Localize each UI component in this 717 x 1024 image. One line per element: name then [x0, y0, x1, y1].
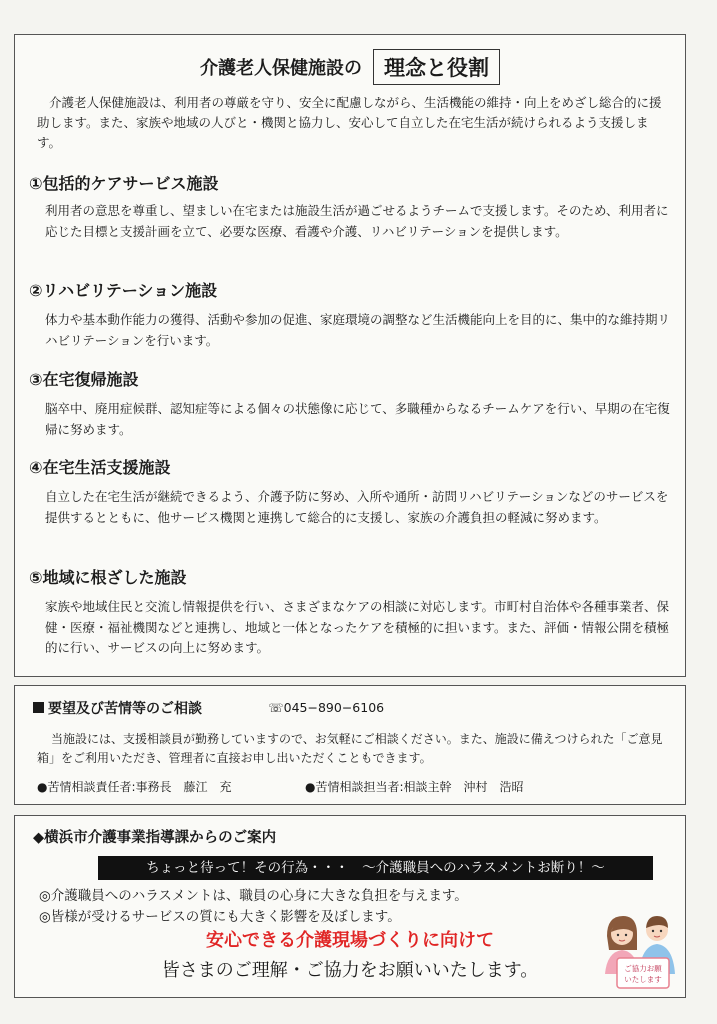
- consultation-heading: [33, 698, 202, 718]
- caregivers-illustration: [601, 910, 679, 992]
- yokohama-heading: ◆横浜市介護事業指導課からのご案内: [33, 830, 277, 846]
- sign-line-2: いたします: [624, 975, 662, 984]
- consultation-heading-text: 要望及び苦情等のご相談: [48, 701, 202, 717]
- consultation-body: 当施設には、支援相談員が勤務していますので、お気軽にご相談ください。また、施設に備えつけられた「ご意見箱」をご利用いただき、管理者に直接お申し出いただくこともできます。: [37, 732, 663, 765]
- consultation-box: [14, 685, 686, 805]
- intro-text: 介護老人保健施設は、利用者の尊厳を守り、安全に配慮しながら、生活機能の維持・向上をめざし総合的に援助します。また、家族や地域の人びと・機関と協力し、安心して自立した在宅生活が続けられるよう支援します。: [37, 95, 662, 150]
- cooperation-request: 皆さまのご理解・ご協力をお願いいたします。: [161, 960, 539, 981]
- yokohama-notice-box: [14, 815, 686, 998]
- page-title: [15, 49, 685, 85]
- slogan: 安心できる介護現場づくりに向けて: [206, 930, 494, 951]
- section-heading: ②リハビリテーション施設: [29, 281, 218, 300]
- section-body: 利用者の意思を尊重し、望ましい在宅または施設生活が過ごせるようチームで支援します。そのため、利用者に応じた目標と支援計画を立て、必要な医療、看護や介護、リハビリテーションを提供します。: [45, 203, 669, 239]
- title-part1: 介護老人保健施設の: [199, 58, 362, 79]
- sign-line-1: ご協力お願: [624, 964, 662, 973]
- philosophy-box: [14, 34, 686, 677]
- complaint-handler: ●苦情相談担当者:相談主幹 沖村 浩昭: [305, 780, 524, 794]
- section-heading: ④在宅生活支援施設: [29, 458, 171, 477]
- notice-line: ◎皆様が受けるサービスの質にも大きく影響を及ぼします。: [39, 909, 401, 925]
- phone-number: ☏045−890−6106: [268, 700, 385, 715]
- section-heading: ③在宅復帰施設: [29, 370, 139, 389]
- harassment-banner: ちょっと待って！その行為・・・ ～介護職員へのハラスメントお断り！～: [98, 856, 653, 880]
- section-body: 自立した在宅生活が継続できるよう、介護予防に努め、入所や通所・訪問リハビリテーションなどのサービスを提供するとともに、他サービス機関と連携して総合的に支援し、家族の介護負担の軽減に努めます。: [45, 489, 669, 525]
- section-body: 家族や地域住民と交流し情報提供を行い、さまざまなケアの相談に対応します。市町村自治体や各種事業者、保健・医療・福祉機関などと連携し、地域と一体となったケアを積極的に担います。また、評価・情報公開を積極的に行い、サービスの向上に努めます。: [45, 599, 670, 655]
- notice-line: ◎介護職員へのハラスメントは、職員の心身に大きな負担を与えます。: [39, 888, 468, 904]
- section-body: 脳卒中、廃用症候群、認知症等による個々の状態像に応じて、多職種からなるチームケアを行い、早期の在宅復帰に努めます。: [45, 401, 670, 437]
- complaint-responsible: ●苦情相談責任者:事務長 藤江 充: [37, 780, 232, 794]
- square-bullet-icon: [33, 702, 44, 713]
- title-part2: 理念と役割: [373, 49, 500, 85]
- section-heading: ⑤地域に根ざした施設: [29, 568, 187, 587]
- section-heading: ①包括的ケアサービス施設: [29, 174, 219, 193]
- section-body: 体力や基本動作能力の獲得、活動や参加の促進、家庭環境の調整など生活機能向上を目的に、集中的な維持期リハビリテーションを行います。: [45, 312, 671, 348]
